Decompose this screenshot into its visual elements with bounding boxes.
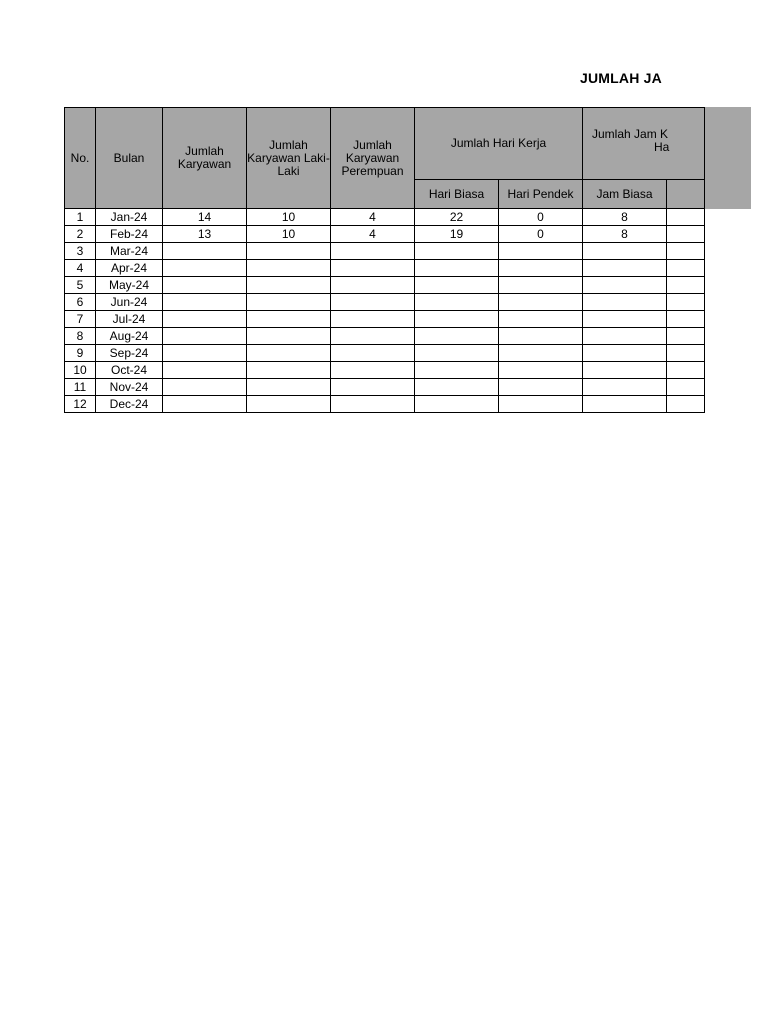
- header-jumlah-laki: Jumlah Karyawan Laki-Laki: [247, 108, 331, 209]
- cell-hari-pendek: [499, 328, 583, 345]
- cell-hidden: [667, 226, 705, 243]
- cell-hidden: [667, 311, 705, 328]
- table-row: [65, 362, 705, 379]
- cell-hari-biasa: [415, 379, 499, 396]
- cell-perempuan: 4: [331, 226, 415, 243]
- cell-karyawan: 14: [163, 209, 247, 226]
- cell-hidden: [667, 260, 705, 277]
- cell-hari-biasa: [415, 345, 499, 362]
- cell-hari-biasa: [415, 294, 499, 311]
- cell-bulan: Feb-24: [96, 226, 163, 243]
- cell-hari-pendek: 0: [499, 226, 583, 243]
- cell-hari-pendek: [499, 362, 583, 379]
- cell-hari-pendek: 0: [499, 209, 583, 226]
- table-row: [65, 294, 705, 311]
- cell-bulan: Oct-24: [96, 362, 163, 379]
- cell-jam-biasa: 8: [583, 209, 667, 226]
- header-jumlah-perempuan: Jumlah Karyawan Perempuan: [331, 108, 415, 209]
- cell-hari-biasa: [415, 328, 499, 345]
- cell-bulan: May-24: [96, 277, 163, 294]
- cell-perempuan: [331, 379, 415, 396]
- cell-bulan: Aug-24: [96, 328, 163, 345]
- data-table-viewport: [64, 107, 670, 419]
- cell-perempuan: [331, 328, 415, 345]
- cell-bulan: Dec-24: [96, 396, 163, 413]
- cell-perempuan: 4: [331, 209, 415, 226]
- table-row: [65, 209, 705, 226]
- cell-bulan: Jul-24: [96, 311, 163, 328]
- header-jumlah-jam-line1: Jumlah Jam K: [592, 127, 669, 141]
- cell-laki: 10: [247, 226, 331, 243]
- cell-no: 7: [65, 311, 96, 328]
- cell-hidden: [667, 396, 705, 413]
- cell-hidden: [667, 209, 705, 226]
- cell-jam-biasa: [583, 362, 667, 379]
- cell-no: 10: [65, 362, 96, 379]
- cell-hari-biasa: 22: [415, 209, 499, 226]
- header-jumlah-jam-line2: Ha: [654, 140, 670, 154]
- cell-karyawan: [163, 379, 247, 396]
- cell-karyawan: [163, 294, 247, 311]
- cell-jam-biasa: [583, 328, 667, 345]
- header-jumlah-jam: [583, 108, 705, 180]
- cell-jam-biasa: [583, 396, 667, 413]
- cell-hari-biasa: [415, 260, 499, 277]
- cell-hari-biasa: [415, 277, 499, 294]
- cell-laki: [247, 294, 331, 311]
- table-row: [65, 260, 705, 277]
- cell-no: 3: [65, 243, 96, 260]
- cell-hari-biasa: 19: [415, 226, 499, 243]
- cell-laki: [247, 362, 331, 379]
- table-row: [65, 345, 705, 362]
- cell-laki: [247, 328, 331, 345]
- cell-perempuan: [331, 396, 415, 413]
- cell-perempuan: [331, 294, 415, 311]
- cell-perempuan: [331, 243, 415, 260]
- cell-bulan: Jun-24: [96, 294, 163, 311]
- cell-laki: [247, 345, 331, 362]
- cell-laki: [247, 260, 331, 277]
- cell-hari-pendek: [499, 294, 583, 311]
- cell-laki: 10: [247, 209, 331, 226]
- cell-no: 12: [65, 396, 96, 413]
- cell-jam-biasa: [583, 243, 667, 260]
- cell-no: 1: [65, 209, 96, 226]
- cell-jam-biasa: [583, 379, 667, 396]
- header-no: No.: [65, 108, 96, 209]
- cell-laki: [247, 396, 331, 413]
- cell-hari-pendek: [499, 243, 583, 260]
- header-jam-biasa: Jam Biasa: [583, 180, 667, 209]
- cell-no: 4: [65, 260, 96, 277]
- data-table: [64, 107, 705, 413]
- cell-hari-biasa: [415, 362, 499, 379]
- cell-jam-biasa: [583, 294, 667, 311]
- cell-jam-biasa: [583, 345, 667, 362]
- cell-karyawan: [163, 277, 247, 294]
- cell-no: 9: [65, 345, 96, 362]
- cell-jam-biasa: [583, 260, 667, 277]
- cell-perempuan: [331, 311, 415, 328]
- cell-hidden: [667, 345, 705, 362]
- cell-hari-biasa: [415, 243, 499, 260]
- cell-hidden: [667, 294, 705, 311]
- cell-hari-pendek: [499, 345, 583, 362]
- cell-laki: [247, 277, 331, 294]
- cell-laki: [247, 243, 331, 260]
- cell-hidden: [667, 277, 705, 294]
- cell-hari-pendek: [499, 260, 583, 277]
- cell-karyawan: [163, 260, 247, 277]
- cell-jam-biasa: 8: [583, 226, 667, 243]
- header-jumlah-karyawan: Jumlah Karyawan: [163, 108, 247, 209]
- cell-laki: [247, 379, 331, 396]
- cell-jam-biasa: [583, 277, 667, 294]
- page-title: JUMLAH JA: [580, 70, 662, 86]
- cell-bulan: Jan-24: [96, 209, 163, 226]
- cell-perempuan: [331, 345, 415, 362]
- cell-hidden: [667, 328, 705, 345]
- header-hari-biasa: Hari Biasa: [415, 180, 499, 209]
- cell-karyawan: [163, 328, 247, 345]
- table-row: [65, 243, 705, 260]
- cell-laki: [247, 311, 331, 328]
- cell-jam-biasa: [583, 311, 667, 328]
- cell-hari-pendek: [499, 396, 583, 413]
- header-bulan: Bulan: [96, 108, 163, 209]
- header-hidden-col: [667, 180, 705, 209]
- cell-no: 8: [65, 328, 96, 345]
- cell-hari-pendek: [499, 311, 583, 328]
- cell-karyawan: [163, 396, 247, 413]
- cell-karyawan: [163, 311, 247, 328]
- cell-no: 2: [65, 226, 96, 243]
- table-row: [65, 396, 705, 413]
- table-row: [65, 277, 705, 294]
- cell-perempuan: [331, 277, 415, 294]
- cell-bulan: Nov-24: [96, 379, 163, 396]
- header-hari-pendek: Hari Pendek: [499, 180, 583, 209]
- cell-perempuan: [331, 260, 415, 277]
- table-row: [65, 379, 705, 396]
- cell-karyawan: 13: [163, 226, 247, 243]
- cell-no: 5: [65, 277, 96, 294]
- cell-no: 6: [65, 294, 96, 311]
- cell-hari-biasa: [415, 311, 499, 328]
- cell-hari-biasa: [415, 396, 499, 413]
- cell-bulan: Apr-24: [96, 260, 163, 277]
- cell-hidden: [667, 362, 705, 379]
- cell-hidden: [667, 243, 705, 260]
- cell-karyawan: [163, 362, 247, 379]
- cell-hari-pendek: [499, 277, 583, 294]
- cell-bulan: Sep-24: [96, 345, 163, 362]
- cell-hari-pendek: [499, 379, 583, 396]
- cell-no: 11: [65, 379, 96, 396]
- cell-perempuan: [331, 362, 415, 379]
- table-row: [65, 328, 705, 345]
- table-row: [65, 311, 705, 328]
- cell-bulan: Mar-24: [96, 243, 163, 260]
- header-jumlah-hari-kerja: Jumlah Hari Kerja: [415, 108, 583, 180]
- cell-hidden: [667, 379, 705, 396]
- cell-karyawan: [163, 243, 247, 260]
- table-row: [65, 226, 705, 243]
- cell-karyawan: [163, 345, 247, 362]
